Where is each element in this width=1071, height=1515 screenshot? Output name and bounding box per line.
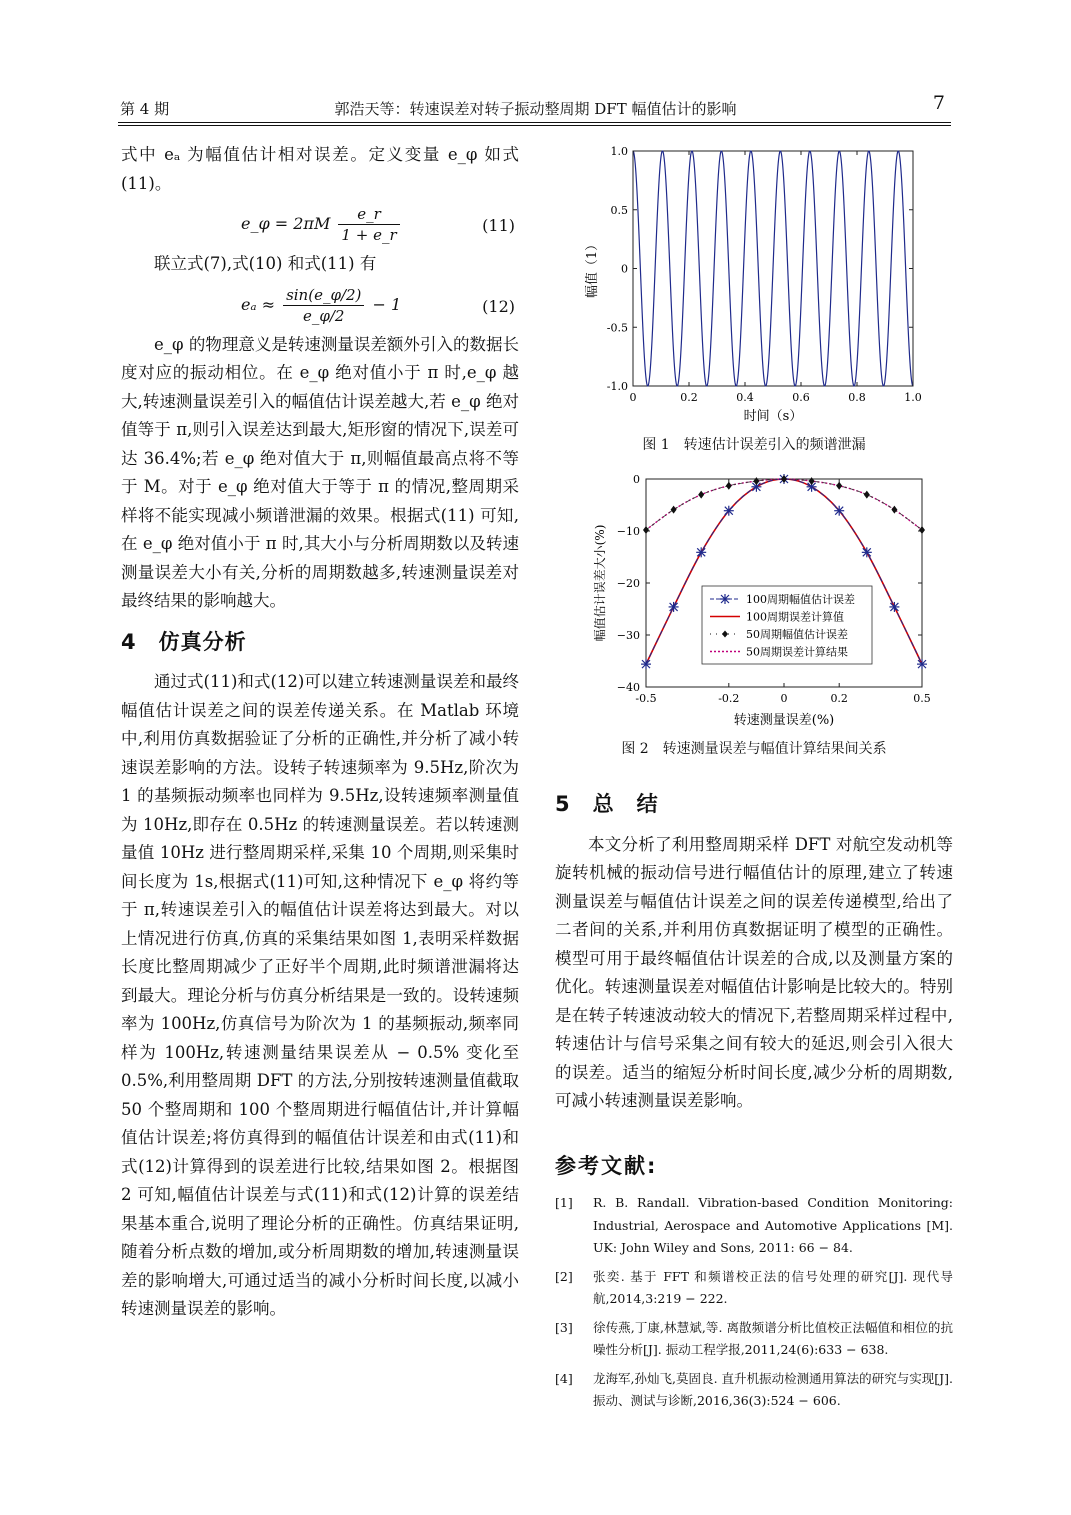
- eq-lhs: eₐ ≈: [241, 294, 275, 314]
- reference-item: [555, 1192, 953, 1260]
- reference-number: [4]: [555, 1370, 573, 1386]
- paragraph: 本文分析了利用整周期采样 DFT 对航空发动机等旋转机械的振动信号进行幅值估计的原理,建立了转速测量误差与幅值估计误差之间的误差传递模型,给出了二者间的关系,并利用仿真数据证明了模型的正确性。模型可用于最终幅值估计误差的合成,以及测量方案的优化。转速测量误差对幅值估计影响是比较大的。特别是在转子转速波动较大的情况下,若整周期采样过程中,转速估计与信号采集之间有较大的延迟,则会引入很大的误差。适当的缩短分析时间长度,减少分析的周期数,可减小转速测量误差影响。: [555, 834, 953, 1110]
- x-tick-label: 0: [629, 391, 637, 404]
- section-title: 总 结: [592, 792, 659, 816]
- header-rule: [118, 122, 951, 123]
- y-tick-label: 1.0: [610, 145, 628, 158]
- star-marker: [834, 506, 844, 516]
- x-tick-label: 0: [780, 692, 788, 705]
- reference-text: 张奕. 基于 FFT 和频谱校正法的信号处理的研究[J]. 现代导航,2014,3:219 − 222.: [593, 1268, 953, 1306]
- star-marker: [862, 547, 872, 557]
- y-axis-label: 幅值（1）: [585, 237, 600, 299]
- page-number: 7: [932, 92, 945, 114]
- y-tick-label: −40: [616, 681, 640, 694]
- section-heading: [121, 628, 519, 657]
- x-tick-label: 0.5: [913, 692, 931, 705]
- references-heading: 参考文献:: [555, 1154, 658, 1178]
- x-tick-label: 0.6: [792, 391, 810, 404]
- legend-label: 100周期幅值估计误差: [746, 593, 855, 606]
- y-tick-label: -1.0: [606, 380, 628, 393]
- legend-label: 50周期误差计算结果: [746, 645, 848, 659]
- reference-item: [555, 1317, 953, 1362]
- x-tick-label: 0.2: [680, 391, 698, 404]
- eq-lhs: e_φ = 2πM: [241, 214, 331, 233]
- x-tick-label: 0.8: [848, 391, 866, 404]
- legend: [702, 586, 872, 664]
- references-list: [555, 1192, 953, 1419]
- eq-denominator: e_φ/2: [302, 306, 345, 325]
- eq-denominator: 1 + e_r: [341, 226, 397, 244]
- figure-1-caption: 图 1 转速估计误差引入的频谱泄漏: [642, 437, 866, 453]
- y-tick-label: 0.5: [610, 203, 628, 217]
- section-heading: [555, 790, 953, 819]
- eq-fraction: [283, 285, 364, 326]
- y-tick-label: −30: [616, 629, 640, 642]
- y-axis-label: 幅值估计误差大小(%): [593, 524, 607, 642]
- x-tick-label: 1.0: [904, 391, 922, 404]
- x-tick-label: -0.2: [718, 692, 740, 705]
- figure-1-chart: [580, 140, 930, 430]
- y-tick-label: −20: [616, 577, 640, 590]
- legend-marker: [720, 594, 730, 604]
- equation-number: (12): [482, 296, 515, 316]
- legend-label: 50周期幅值估计误差: [746, 628, 848, 641]
- running-header: [120, 92, 951, 122]
- star-marker: [669, 602, 679, 612]
- right-column: [555, 778, 953, 1116]
- section-title: 仿真分析: [158, 629, 247, 654]
- header-rule-thin: [118, 125, 951, 126]
- x-tick-label: 0.4: [736, 391, 754, 404]
- x-tick-label: 0.2: [830, 692, 848, 705]
- paragraph: 联立式(7),式(10) 和式(11) 有: [154, 254, 377, 273]
- equation-12: [121, 283, 519, 327]
- left-column: [121, 141, 519, 1324]
- star-marker: [724, 506, 734, 516]
- x-axis-label: 转速测量误差(%): [733, 713, 835, 728]
- star-marker: [917, 659, 927, 669]
- equation-number: (11): [482, 216, 515, 235]
- reference-item: [555, 1266, 953, 1311]
- x-axis-label: 时间（s）: [743, 409, 803, 424]
- eq-numerator: e_r: [338, 204, 399, 225]
- y-tick-label: −10: [616, 525, 640, 538]
- eq-fraction: [338, 204, 399, 245]
- paragraph: 通过式(11)和式(12)可以建立转速测量误差和最终幅值估计误差之间的误差传递关系。在 Matlab 环境中,利用仿真数据验证了分析的正确性,并分析了减小转速误差影响的方法。设转子转速频率为 9.5Hz,阶次为 1 的基频振动频率也同样为 9.5Hz,设转速频率测量值为 10Hz,即存在 0.5Hz 的转速测量误差。若以转速测量值 10Hz 进行整周期采样,采集 10 个周期,则采集时间长度为 1s,根据式(11)可知,这种情况下 e_φ 将约等于 π,转速误差引入的幅值估计误差将达到最大。对以上情况进行仿真,仿真的采集结果如图 1,表明采样数据长度比整周期减少了正好半个周期,此时频谱泄漏将达到最大。理论分析与仿真分析结果是一致的。设转速频率为 100Hz,仿真信号为阶次为 1 的基频振动,频率同样为 100Hz,转速测量结果误差从 − 0.5% 变化至 0.5%,利用整周期 DFT 的方法,分别按转速测量值截取 50 个整周期和 100 个整周期进行幅值估计,并计算幅值估计误差;将仿真得到的幅值估计误差和由式(11)和式(12)计算得到的误差进行比较,结果如图 2。根据图 2 可知,幅值估计误差与式(11)和式(12)计算的误差结果基本重合,说明了理论分析的正确性。仿真结果证明,随着分析点数的增加,或分析周期数的增加,转速测量误差的影响增大,可通过适当的减小分析时间长度,以减小转速测量误差的影响。: [121, 672, 520, 1318]
- reference-number: [1]: [555, 1195, 573, 1210]
- reference-text: R. B. Randall. Vibration-based Condition Monitoring: Industrial, Aerospace and Automotive Applications [M]. UK: John Wiley and Sons, 2011: 66 − 84.: [593, 1195, 953, 1255]
- star-marker: [889, 602, 899, 612]
- star-marker: [696, 547, 706, 557]
- y-tick-label: 0: [633, 473, 640, 486]
- reference-number: [2]: [555, 1268, 573, 1284]
- reference-text: 徐传燕,丁康,林慧斌,等. 离散频谱分析比值校正法幅值和相位的抗噪性分析[J]. 振动工程学报,2011,24(6):633 − 638.: [593, 1319, 953, 1357]
- section-number: 5: [555, 792, 571, 816]
- y-tick-label: 0: [621, 262, 628, 276]
- reference-text: 龙海军,孙灿飞,莫固良. 直升机振动检测通用算法的研究与实现[J]. 振动、测试与诊断,2016,36(3):524 − 606.: [593, 1370, 953, 1408]
- y-tick-label: -0.5: [606, 321, 628, 335]
- star-marker: [641, 659, 651, 669]
- section-number: 4: [121, 629, 137, 654]
- x-tick-label: -0.5: [635, 692, 657, 705]
- reference-number: [3]: [555, 1319, 573, 1335]
- legend-label: 100周期误差计算值: [746, 610, 844, 624]
- figure-2-caption: 图 2 转速测量误差与幅值计算结果间关系: [621, 741, 887, 757]
- reference-item: [555, 1368, 953, 1413]
- issue-label: 第 4 期: [120, 100, 170, 118]
- eq-tail: − 1: [372, 294, 402, 314]
- figure-2-chart: [580, 468, 950, 738]
- paragraph: 式中 eₐ 为幅值估计相对误差。定义变量 e_φ 如式(11)。: [121, 145, 519, 193]
- paragraph: e_φ 的物理意义是转速测量误差额外引入的数据长度对应的振动相位。在 e_φ 绝对值小于 π 时,e_φ 越大,转速测量误差引入的幅值估计误差越大,若 e_φ 绝对值等于 π,则引入误差达到最大,矩形窗的情况下,误差可达 36.4%;若 e_φ 绝对值大于 π,则幅值最高点将不等于 M。对于 e_φ 绝对值大于等于 π 的情况,整周期采样将不能实现减小频谱泄漏的效果。根据式(11) 可知,在 e_φ 绝对值小于 π 时,其大小与分析周期数以及转速测量误差大小有关,分析的周期数越多,转速测量误差对最终结果的影响越大。: [121, 334, 519, 610]
- equation-11: [121, 202, 519, 246]
- running-title: 郭浩天等：转速误差对转子振动整周期 DFT 幅值估计的影响: [334, 100, 737, 118]
- eq-numerator: sin(e_φ/2): [283, 285, 364, 306]
